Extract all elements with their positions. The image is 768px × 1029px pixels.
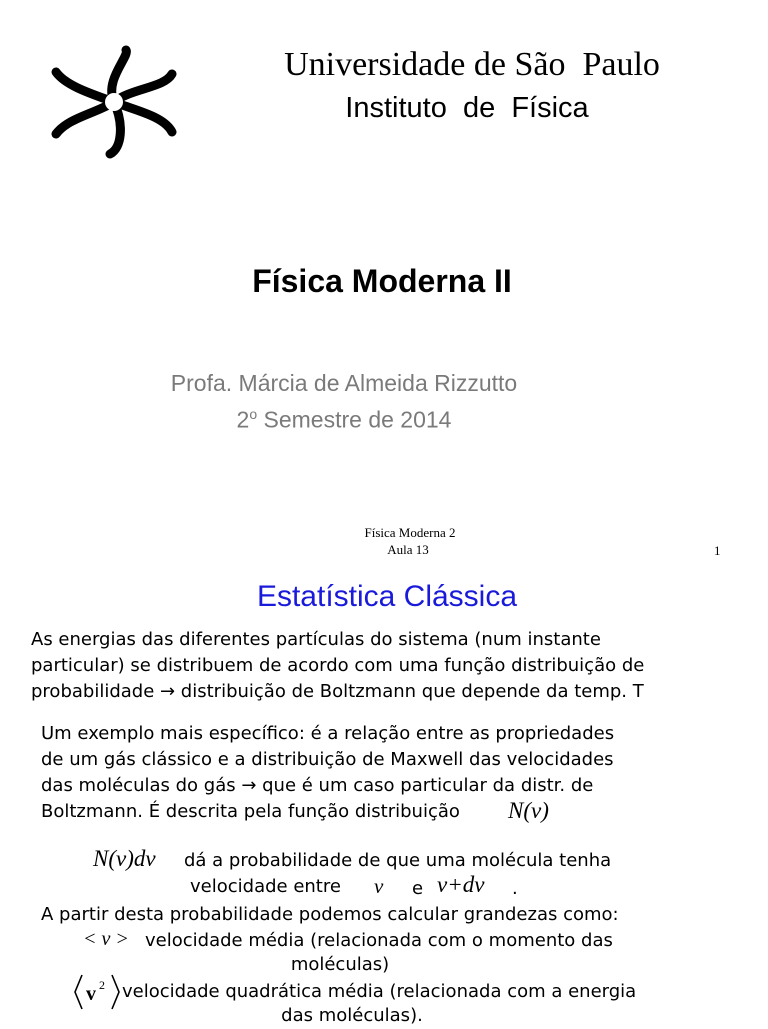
example-line: das moléculas do gás → que é um caso particular da distr. de: [41, 775, 594, 796]
example-line: Boltzmann. É descrita pela função distribuição: [41, 801, 460, 822]
math-n-of-v-dv: N(v)dv: [93, 846, 156, 871]
footer-course: Física Moderna 2: [364, 525, 456, 540]
math-average-v: < v >: [83, 928, 129, 950]
average-velocity-text: velocidade média (relacionada com o momento das: [145, 930, 613, 951]
math-v2-base: v: [86, 983, 96, 1005]
course-title: Física Moderna II: [252, 263, 512, 299]
probability-line: dá a probabilidade de que uma molécula tenha: [184, 850, 612, 871]
semester-number: 2: [236, 406, 250, 433]
conjunction-e: e: [412, 878, 424, 899]
semester-superscript: o: [249, 406, 258, 422]
footer-lecture: Aula 13: [387, 542, 429, 557]
mean-square-velocity-text: velocidade quadrática média (relacionada com a energia: [122, 981, 637, 1002]
math-n-of-v: N(v): [508, 798, 549, 823]
semester-text: [0, 406, 688, 434]
semester-rest: Semestre de 2014: [257, 406, 452, 433]
average-velocity-text: moléculas): [290, 954, 390, 975]
mean-square-velocity-text: das moléculas).: [281, 1005, 423, 1026]
intro-line: particular) se distribuem de acordo com uma função distribuição de: [31, 655, 645, 676]
section-title: Estatística Clássica: [256, 580, 518, 613]
math-v-plus-dv: v+dv: [437, 872, 485, 897]
example-line: Um exemplo mais específico: é a relação entre as propriedades: [41, 723, 615, 744]
quantities-intro: A partir desta probabilidade podemos calcular grandezas como:: [41, 904, 619, 925]
example-line: de um gás clássico e a distribuição de Maxwell das velocidades: [41, 749, 614, 770]
math-v: v: [374, 874, 384, 898]
intro-line: probabilidade → distribuição de Boltzmann que depende da temp. T: [31, 681, 644, 702]
probability-line: velocidade entre: [190, 876, 341, 897]
intro-line: As energias das diferentes partículas do sistema (num instante: [31, 629, 601, 650]
page-number: 1: [714, 543, 721, 558]
math-v2-exponent: 2: [99, 978, 105, 992]
period: .: [512, 878, 518, 899]
institute-name: Instituto de Física: [345, 92, 589, 124]
professor-name: Profa. Márcia de Almeida Rizzutto: [170, 370, 518, 396]
university-name: Universidade de São Paulo: [284, 46, 660, 83]
